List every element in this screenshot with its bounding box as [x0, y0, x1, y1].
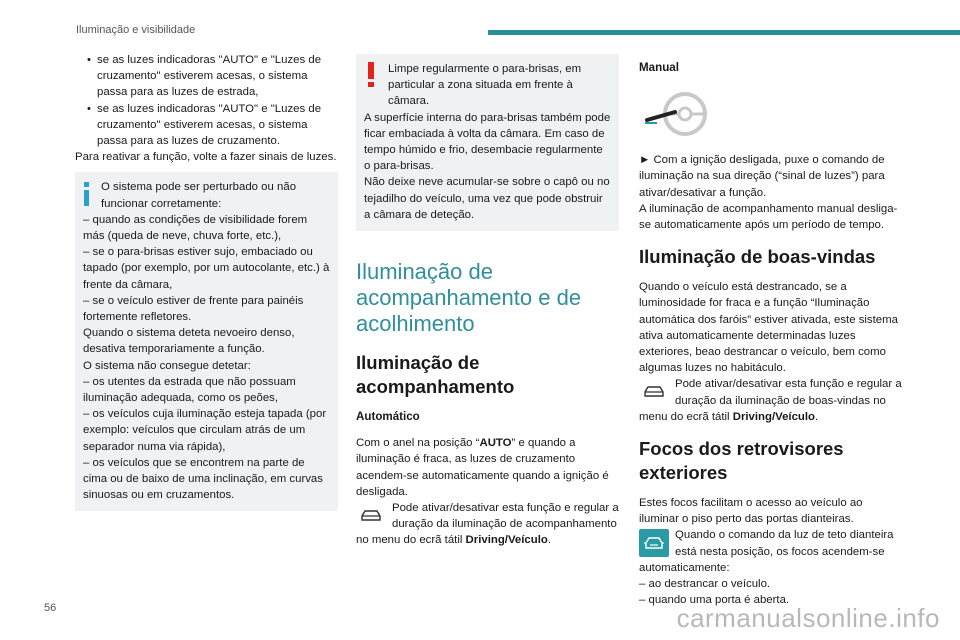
welcome-title: Iluminação de boas-vindas — [639, 246, 876, 268]
list-item: – quando uma porta é aberta. — [639, 594, 790, 607]
column-left — [75, 52, 338, 511]
info-line: – os veículos que se encontrem na parte de cima ou de baixo de uma inclinação, em curvas sinuosas ou em cruzamentos. — [83, 456, 323, 502]
running-header: Iluminação e visibilidade — [76, 24, 196, 36]
info-icon — [84, 182, 89, 206]
section-title: Iluminação de acompanhamento e de acolhimento — [356, 259, 582, 337]
header-accent-bar — [488, 30, 960, 35]
list-item: – ao destrancar o veículo. — [639, 578, 771, 591]
warning-line: A superfície interna do para-brisas também pode ficar embaciada à volta da câmara. Em caso de tempo húmido e frio, desembacie regularmente o para-brisas. — [364, 111, 611, 173]
auto-text: Com o anel na posição “AUTO” e quando a iluminação é fraca, as luzes de cruzamento acendem-se automaticamente quando a ignição é desligada. — [356, 437, 609, 498]
warning-box — [356, 54, 619, 231]
info-line: – se o veículo estiver de frente para painéis fortemente refletores. — [83, 294, 304, 324]
mirror-note: Quando o comando da luz de teto dianteira está nesta posição, os focos acendem-se automaticamente: — [639, 529, 894, 574]
info-line: O sistema pode ser perturbado ou não funcionar corretamente: — [101, 181, 297, 210]
page-number: 56 — [44, 602, 57, 614]
welcome-text: Quando o veículo está destrancado, se a luminosidade for fraca e a função “Iluminação automática dos faróis” estiver ativada, este sistema ativa automaticamente determinadas luzes exteriores, beao destrancar o veículo, bem como algumas luzes no habitáculo. — [639, 281, 898, 375]
manual-text: A iluminação de acompanhamento manual desliga-se automaticamente após um período de tempo. — [639, 202, 898, 232]
menu-note: Pode ativar/desativar esta função e regular a duração da iluminação de acompanhamento no menu do ecrã tátil Driving/Veículo. — [356, 502, 619, 547]
reactivate-text: Para reativar a função, volte a fazer sinais de luzes. — [75, 151, 337, 164]
info-line: – os veículos cuja iluminação esteja tapada (por exemplo: veículos que circulam atrás de um separador numa via rápida), — [83, 408, 327, 453]
warning-line: Limpe regularmente o para-brisas, em particular a zona situada em frente à câmara. — [388, 63, 582, 108]
mirror-title: Focos dos retrovisores exteriores — [639, 438, 844, 484]
steering-wheel-icon — [639, 90, 709, 140]
car-icon — [356, 502, 386, 530]
info-box — [75, 172, 338, 511]
manual-heading: Manual — [639, 61, 679, 74]
auto-heading: Automático — [356, 410, 420, 424]
subsection-title: Iluminação de acompanhamento — [356, 352, 515, 398]
watermark: carmanualsonline.info — [676, 603, 940, 633]
welcome-menu-note: Pode ativar/desativar esta função e regular a duração da iluminação de boas-vindas no menu do ecrã tátil Driving/Veículo. — [639, 378, 902, 423]
warning-line: Não deixe neve acumular-se sobre o capô ou no tejadilho do veículo, uma vez que pode obstruir a câmara de deteção. — [364, 176, 610, 221]
manual-text: ► Com a ignição desligada, puxe o comando de iluminação na sua direção (“sinal de luzes”) para ativar/desativar a função. — [639, 154, 885, 199]
info-line: Quando o sistema deteta nevoeiro denso, desativa temporariamente a função. — [83, 327, 295, 356]
info-line: – se o para-brisas estiver sujo, embaciado ou tapado (por exemplo, por um autocolante, etc.) à frente da câmara, — [83, 246, 330, 291]
car-icon — [639, 378, 669, 406]
info-line: O sistema não consegue detetar: — [83, 359, 251, 372]
warning-icon — [368, 62, 374, 88]
info-line: – os utentes da estrada que não possuam iluminação adequada, como os peões, — [83, 375, 296, 405]
courtesy-light-icon — [639, 529, 669, 557]
list-item: • se as luzes indicadoras "AUTO" e "Luzes de cruzamento" estiverem acesas, o sistema passa para as luzes de cruzamento. — [75, 101, 338, 150]
column-right — [639, 52, 902, 608]
column-middle — [356, 52, 619, 549]
mirror-text: Estes focos facilitam o acesso ao veículo ao iluminar o piso perto das portas dianteiras. — [639, 497, 863, 526]
info-line: – quando as condições de visibilidade forem más (queda de neve, chuva forte, etc.), — [83, 213, 308, 243]
list-item: • se as luzes indicadoras "AUTO" e "Luzes de cruzamento" estiverem acesas, o sistema passa para as luzes de estrada, — [75, 52, 338, 101]
